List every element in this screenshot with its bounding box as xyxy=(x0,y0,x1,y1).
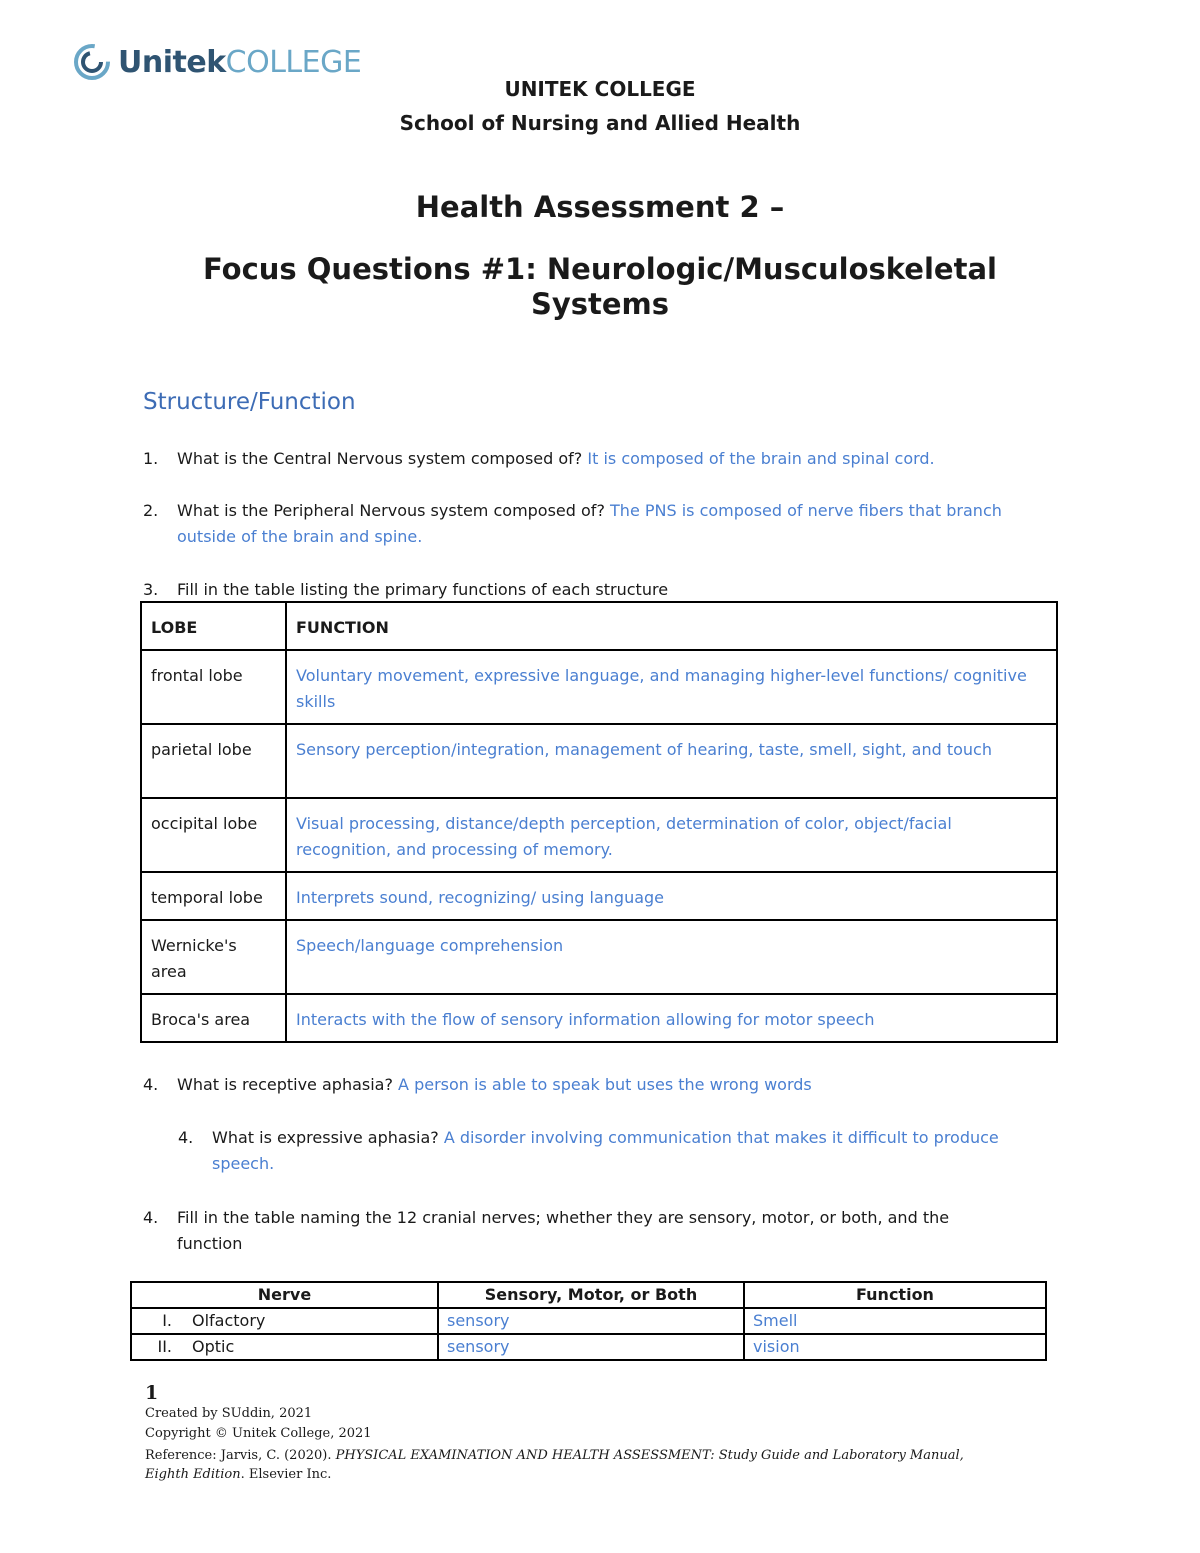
lobe-name: frontal lobe xyxy=(141,650,286,724)
table-header-row xyxy=(131,1282,1046,1308)
lobe-function: Visual processing, distance/depth perception, determination of color, object/facial recognition, and processing of memory. xyxy=(286,798,1057,872)
page-number: 1 xyxy=(145,1382,159,1404)
table-row xyxy=(141,920,1057,994)
column-header: LOBE xyxy=(141,602,286,650)
answer-1: It is composed of the brain and spinal cord. xyxy=(582,449,935,468)
nerve-type: sensory xyxy=(438,1334,744,1360)
table-row xyxy=(141,798,1057,872)
lobe-function: Speech/language comprehension xyxy=(286,920,1057,994)
lobe-name: Broca's area xyxy=(141,994,286,1042)
lobe-function-table xyxy=(140,601,1058,1043)
doc-subtitle-line1: Focus Questions #1: Neurologic/Musculoskeletal xyxy=(203,252,997,286)
nerve-type: sensory xyxy=(438,1308,744,1334)
doc-title: Health Assessment 2 – xyxy=(415,190,785,224)
answer-2: The PNS is composed of nerve fibers that branch outside of the brain and spine. xyxy=(177,501,1002,546)
table-row xyxy=(131,1308,1046,1334)
footer-reference: Reference: Jarvis, C. (2020). PHYSICAL EXAMINATION AND HEALTH ASSESSMENT: Study Guide and Laboratory Manual, Eighth Edition. Elsevier Inc. xyxy=(145,1448,964,1482)
column-header: Function xyxy=(744,1282,1046,1308)
table-row xyxy=(141,994,1057,1042)
table-row xyxy=(141,872,1057,920)
school-name: School of Nursing and Allied Health xyxy=(399,111,801,135)
column-header: Sensory, Motor, or Both xyxy=(438,1282,744,1308)
lobe-function: Interprets sound, recognizing/ using language xyxy=(286,872,1057,920)
lobe-name: parietal lobe xyxy=(141,724,286,798)
nerve-function: Smell xyxy=(744,1308,1046,1334)
table-row xyxy=(141,724,1057,798)
lobe-name: Wernicke's area xyxy=(141,920,286,994)
cranial-nerve-table xyxy=(130,1281,1047,1361)
doc-subtitle-line2: Systems xyxy=(530,287,670,321)
table-header-row xyxy=(141,602,1057,650)
logo-wordmark: UnitekCOLLEGE xyxy=(118,44,362,80)
nerve-name: II. Optic xyxy=(131,1334,438,1360)
column-header: Nerve xyxy=(131,1282,438,1308)
lobe-name: occipital lobe xyxy=(141,798,286,872)
college-logo xyxy=(72,42,361,82)
nerve-function: vision xyxy=(744,1334,1046,1360)
footer-copyright: Copyright © Unitek College, 2021 xyxy=(145,1426,372,1441)
table-row xyxy=(141,650,1057,724)
column-header: FUNCTION xyxy=(286,602,1057,650)
section-heading: Structure/Function xyxy=(143,389,356,415)
table-row xyxy=(131,1334,1046,1360)
college-name: UNITEK COLLEGE xyxy=(504,77,696,101)
footer-created-by: Created by SUddin, 2021 xyxy=(145,1406,313,1421)
lobe-function: Sensory perception/integration, management of hearing, taste, smell, sight, and touch xyxy=(286,724,1057,798)
swirl-logo-icon xyxy=(72,42,112,82)
answer-expressive: A disorder involving communication that makes it difficult to produce speech. xyxy=(212,1128,999,1173)
nerve-name: I. Olfactory xyxy=(131,1308,438,1334)
lobe-function: Voluntary movement, expressive language, and managing higher-level functions/ cognitive skills xyxy=(286,650,1057,724)
lobe-function: Interacts with the flow of sensory information allowing for motor speech xyxy=(286,994,1057,1042)
answer-receptive: A person is able to speak but uses the wrong words xyxy=(392,1075,812,1094)
lobe-name: temporal lobe xyxy=(141,872,286,920)
